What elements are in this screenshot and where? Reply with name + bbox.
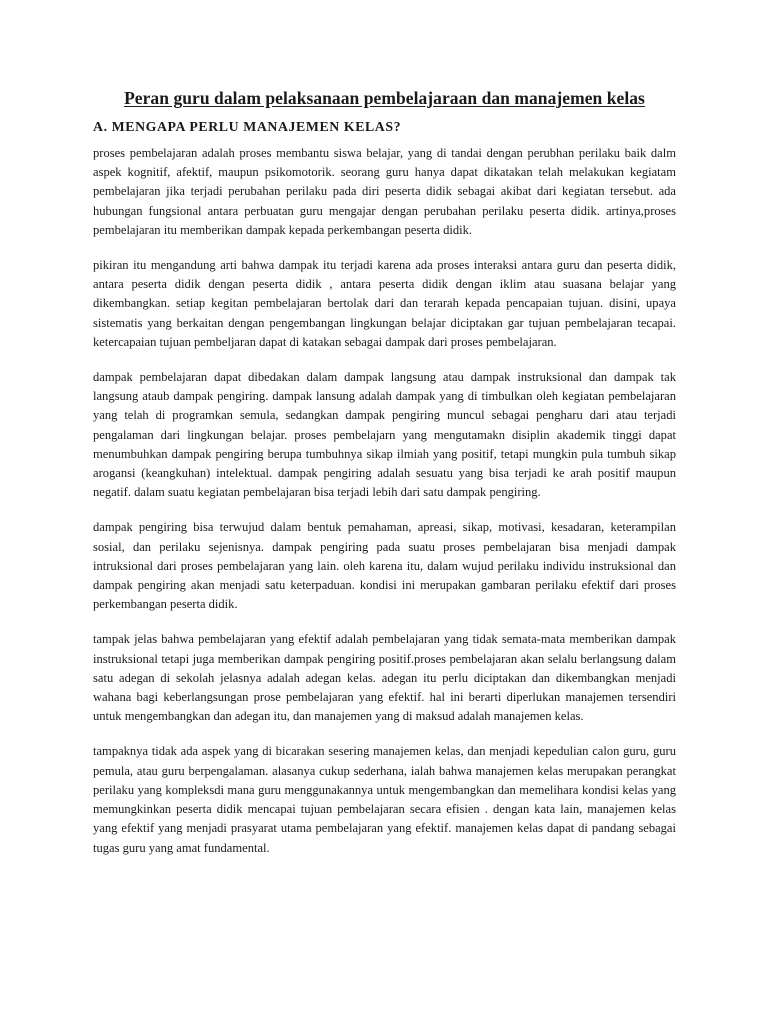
paragraph: pikiran itu mengandung arti bahwa dampak itu terjadi karena ada proses interaksi antara guru dan peserta didik, antara peserta didik dengan peserta didik , antara peserta didik dengan iklim atau suasana belajar yang dikembangkan. setiap kegitan pembelajaran bertolak dari dan terarah kepada pencapaian tujuan. disini, upaya sistematis yang berkaitan dengan pengembangan lingkungan belajar diciptakan gar tujuan pembelajaran tecapai. ketercapaian tujuan pembeljaran dapat di katakan sebagai dampak dari proses pembelajaran. (93, 258, 676, 349)
document-title: Peran guru dalam pelaksanaan pembelajaraan dan manajemen kelas (124, 88, 645, 108)
paragraph: tampaknya tidak ada aspek yang di bicarakan sesering manajemen kelas, dan menjadi kepedulian calon guru, guru pemula, atau guru berpengalaman. alasanya cukup sederhana, ialah bahwa manajemen kelas merupakan perangkat perilaku yang kompleksdi mana guru menggunakannya untuk mengembangkan dan memelihara kondisi kelas yang memungkinkan peserta didik mencapai tujuan pembelajaran secara efisien . dengan kata lain, manajemen kelas yang efektif yang menjadi prasyarat utama pembelajaran yang efektif. manajemen kelas dapat di pandang sebagai tugas guru yang amat fundamental. (93, 744, 676, 855)
paragraph: proses pembelajaran adalah proses membantu siswa belajar, yang di tandai dengan perubhan perilaku baik dalm aspek kognitif, afektif, maupun psikomotorik. seorang guru hanya dapat dikatakan telah melakukan kegiatam pembelajaran jika terjadi perubahan perilaku pada diri peserta didik sebagai akibat dari kegiatan tersebut. ada hubungan fungsional antara perbuatan guru mengajar dengan perubahan perilaku peserta didik. artinya,proses pembelajaran itu memberikan dampak kepada perkembangan peserta didik. (93, 146, 676, 237)
paragraph: tampak jelas bahwa pembelajaran yang efektif adalah pembelajaran yang tidak semata-mata memberikan dampak instruksional tetapi juga memberikan dampak pengiring positif.proses pembelajaran akan selalu berlangsung dalam satu adegan di sekolah jelasnya adalah adegan kelas. adegan itu perlu diciptakan dan dikembangkan menjadi wahana bagi keberlangsungan prose pembelajaran yang efektif. hal ini berarti diperlukan manajemen tersendiri untuk mengembangkan dan adegan itu, dan manajemen yang di maksud adalah manajemen kelas. (93, 632, 676, 724)
paragraph: dampak pengiring bisa terwujud dalam bentuk pemahaman, apreasi, sikap, motivasi, kesadaran, keterampilan sosial, dan perilaku sejenisnya. dampak pengiring pada suatu proses pembelajaran bisa menjadi dampak intruksional dari proses pembelajaran yang lain. oleh karena itu, dalam wujud perilaku individu instruksional dan dampak pengiring akan menjadi satu keterpaduan. kondisi ini merupakan gambaran perilaku efektif dari proses perkembangan peserta didik. (93, 520, 676, 612)
section-heading: A. MENGAPA PERLU MANAJEMEN KELAS? (93, 119, 402, 134)
paragraph: dampak pembelajaran dapat dibedakan dalam dampak langsung atau dampak instruksional dan dampak tak langsung ataub dampak pengiring. dampak lansung adalah dampak yang di timbulkan oleh kegiatan pembelajaran yang telah di programkan semula, sedangkan dampak pengiring muncul sebagai pengharu dari atau terjadi pengalaman dari lingkungan belajar. proses pembelajarn yang mengutamakn disiplin akademik tinggi dapat menumbuhkan dampak pengiring berupa tumbuhnya sikap ilmiah yang positif, tetapi mungkin pula tumbuh sikap arogansi (keangkuhan) intelektual. dampak pengiring adalah sesuatu yang bisa terjadi ke arah positif maupun negatif. dalam suatu kegiatan pembelajaran bisa terjadi lebih dari satu dampak pengiring. (93, 370, 676, 500)
document-page (93, 88, 676, 874)
